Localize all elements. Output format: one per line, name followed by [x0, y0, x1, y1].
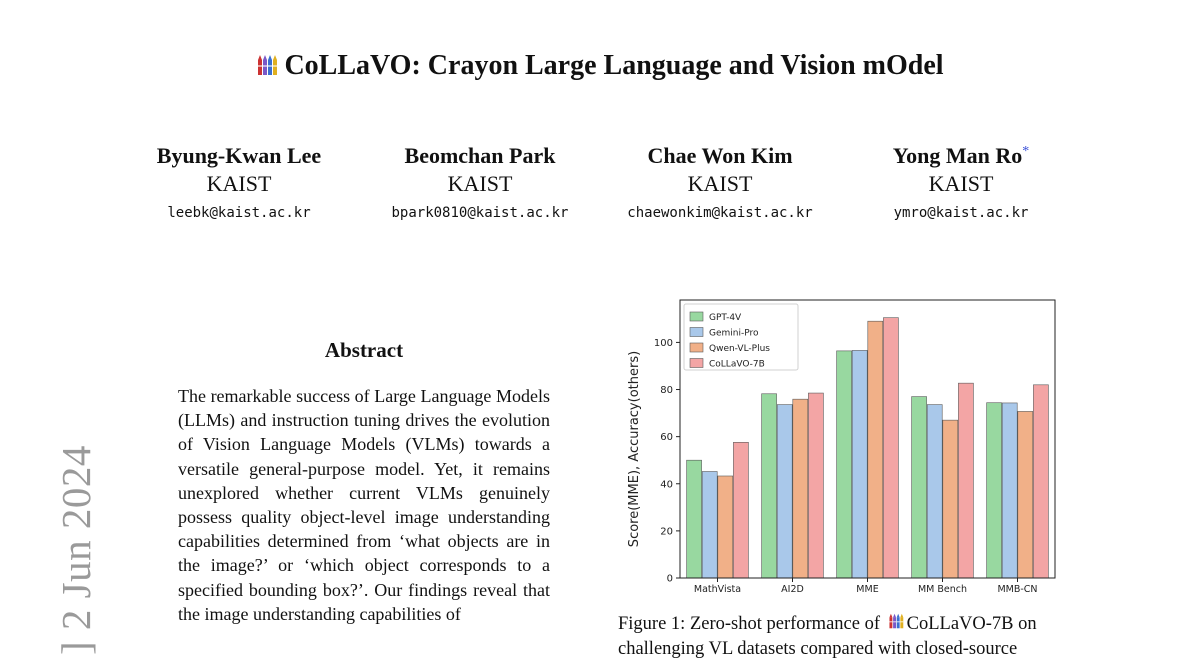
author-affiliation: KAIST [687, 171, 753, 196]
y-tick-label: 20 [660, 526, 673, 538]
bar-collavo-7b-mathvista [733, 442, 748, 578]
y-tick-label: 60 [660, 432, 673, 444]
y-tick-label: 100 [653, 337, 673, 349]
x-tick-label: MM Bench [917, 584, 968, 595]
crayon-band [900, 621, 903, 622]
author-block-3 [590, 143, 850, 221]
caption-suffix: CoLLaVO-7B on [906, 614, 1037, 634]
bar-gemini-pro-mm-bench [927, 405, 942, 578]
crayon-tip [263, 55, 267, 60]
crayon-tip [889, 614, 892, 618]
crayon-tip [900, 614, 903, 618]
bar-chart [618, 290, 1068, 605]
bar-gpt-4v-mathvista [687, 460, 702, 578]
legend-swatch [690, 328, 703, 337]
author-affiliation: KAIST [447, 171, 513, 196]
arxiv-side-stamp: ] 2 Jun 2024 [53, 445, 99, 655]
author-name: Chae Won Kim [647, 143, 793, 168]
crayon-band [889, 621, 892, 622]
author-name-with-mark [831, 143, 1091, 169]
crayon-tip [258, 55, 262, 60]
crayon-tip [896, 614, 899, 618]
author-email[interactable]: leebk@kaist.ac.kr [167, 205, 311, 221]
bar-collavo-7b-mm-bench [958, 383, 973, 578]
bar-gemini-pro-mmb-cn [1002, 403, 1017, 578]
caption-prefix: Figure 1: Zero-shot performance of [618, 614, 880, 634]
y-tick-label: 80 [660, 385, 673, 397]
crayon-stick [263, 60, 267, 75]
legend-swatch [690, 343, 703, 352]
crayon-band [893, 621, 896, 622]
bar-qwen-vl-plus-mmb-cn [1018, 411, 1033, 578]
figure-1-chart [618, 290, 1068, 605]
crayon-band [258, 65, 262, 67]
bar-collavo-7b-mme [883, 318, 898, 578]
crayon-band [896, 621, 899, 622]
legend-swatch [690, 359, 703, 368]
x-tick-label: AI2D [781, 584, 804, 595]
bar-collavo-7b-ai2d [808, 393, 823, 578]
x-tick-label: MME [856, 584, 879, 595]
caption-line-2: challenging VL datasets compared with closed-source [618, 639, 1018, 659]
author-block-2 [350, 143, 610, 221]
crayon-tip [268, 55, 272, 60]
legend-label: Qwen-VL-Plus [709, 344, 770, 354]
bar-gpt-4v-mm-bench [912, 397, 927, 578]
legend-label: GPT-4V [709, 313, 742, 323]
crayon-stick [896, 617, 899, 628]
corresponding-author-mark[interactable]: * [1022, 144, 1030, 159]
author-name: Yong Man Ro [892, 143, 1023, 168]
bar-gpt-4v-ai2d [762, 394, 777, 578]
bar-qwen-vl-plus-mm-bench [943, 420, 958, 578]
y-axis-label: Score(MME), Accuracy(others) [627, 350, 642, 548]
crayon-stick [273, 60, 277, 75]
author-name: Byung-Kwan Lee [156, 143, 322, 168]
bar-qwen-vl-plus-mathvista [718, 476, 733, 578]
crayon-logo-icon [256, 54, 278, 76]
author-email[interactable]: ymro@kaist.ac.kr [893, 205, 1029, 221]
crayon-tip [273, 55, 277, 60]
crayon-stick [900, 617, 903, 628]
y-tick-label: 40 [660, 479, 673, 491]
bar-collavo-7b-mmb-cn [1033, 385, 1048, 578]
bar-qwen-vl-plus-mme [868, 321, 883, 578]
legend-swatch [690, 312, 703, 321]
crayon-stick [268, 60, 272, 75]
author-email[interactable]: bpark0810@kaist.ac.kr [391, 205, 569, 221]
x-tick-label: MathVista [693, 584, 742, 595]
crayon-stick [889, 617, 892, 628]
crayon-band [273, 65, 277, 67]
bar-qwen-vl-plus-ai2d [793, 399, 808, 578]
crayon-stick [893, 617, 896, 628]
abstract-heading: Abstract [324, 338, 404, 362]
author-affiliation: KAIST [206, 171, 272, 196]
author-name: Beomchan Park [404, 143, 556, 168]
figure-1-caption [618, 612, 1068, 662]
author-email[interactable]: chaewonkim@kaist.ac.kr [627, 205, 813, 221]
author-block-4 [831, 143, 1091, 221]
author-affiliation: KAIST [928, 171, 994, 196]
bar-gemini-pro-mathvista [702, 472, 717, 578]
crayon-band [263, 65, 267, 67]
bar-gemini-pro-ai2d [777, 405, 792, 578]
paper-title [0, 50, 1200, 82]
crayon-logo-icon [888, 612, 904, 630]
crayon-tip [893, 614, 896, 618]
abstract-text: The remarkable success of Large Language Models (LLMs) and instruction tuning drives the evolution of Vision Language Models (VLMs) towards a versatile general-purpose model. Yet, it remains unexplored whether current VLMs genuinely possess quality object-level image understanding capabilities determined from ‘what objects are in the image?’ or ‘which object corresponds to a specified bounding box?’. Our findings reveal that the image understanding capabilities of [178, 386, 550, 624]
y-tick-label: 0 [666, 573, 673, 585]
legend-label: Gemini-Pro [709, 328, 759, 339]
paper-title-text: CoLLaVO: Crayon Large Language and Vision mOdel [284, 50, 944, 81]
crayon-band [268, 65, 272, 67]
bar-gpt-4v-mme [837, 351, 852, 578]
crayon-stick [258, 60, 262, 75]
bar-gemini-pro-mme [852, 350, 867, 578]
bar-gpt-4v-mmb-cn [987, 403, 1002, 578]
x-tick-label: MMB-CN [997, 584, 1038, 595]
legend-label: CoLLaVO-7B [709, 359, 765, 370]
author-block-1 [109, 143, 369, 221]
